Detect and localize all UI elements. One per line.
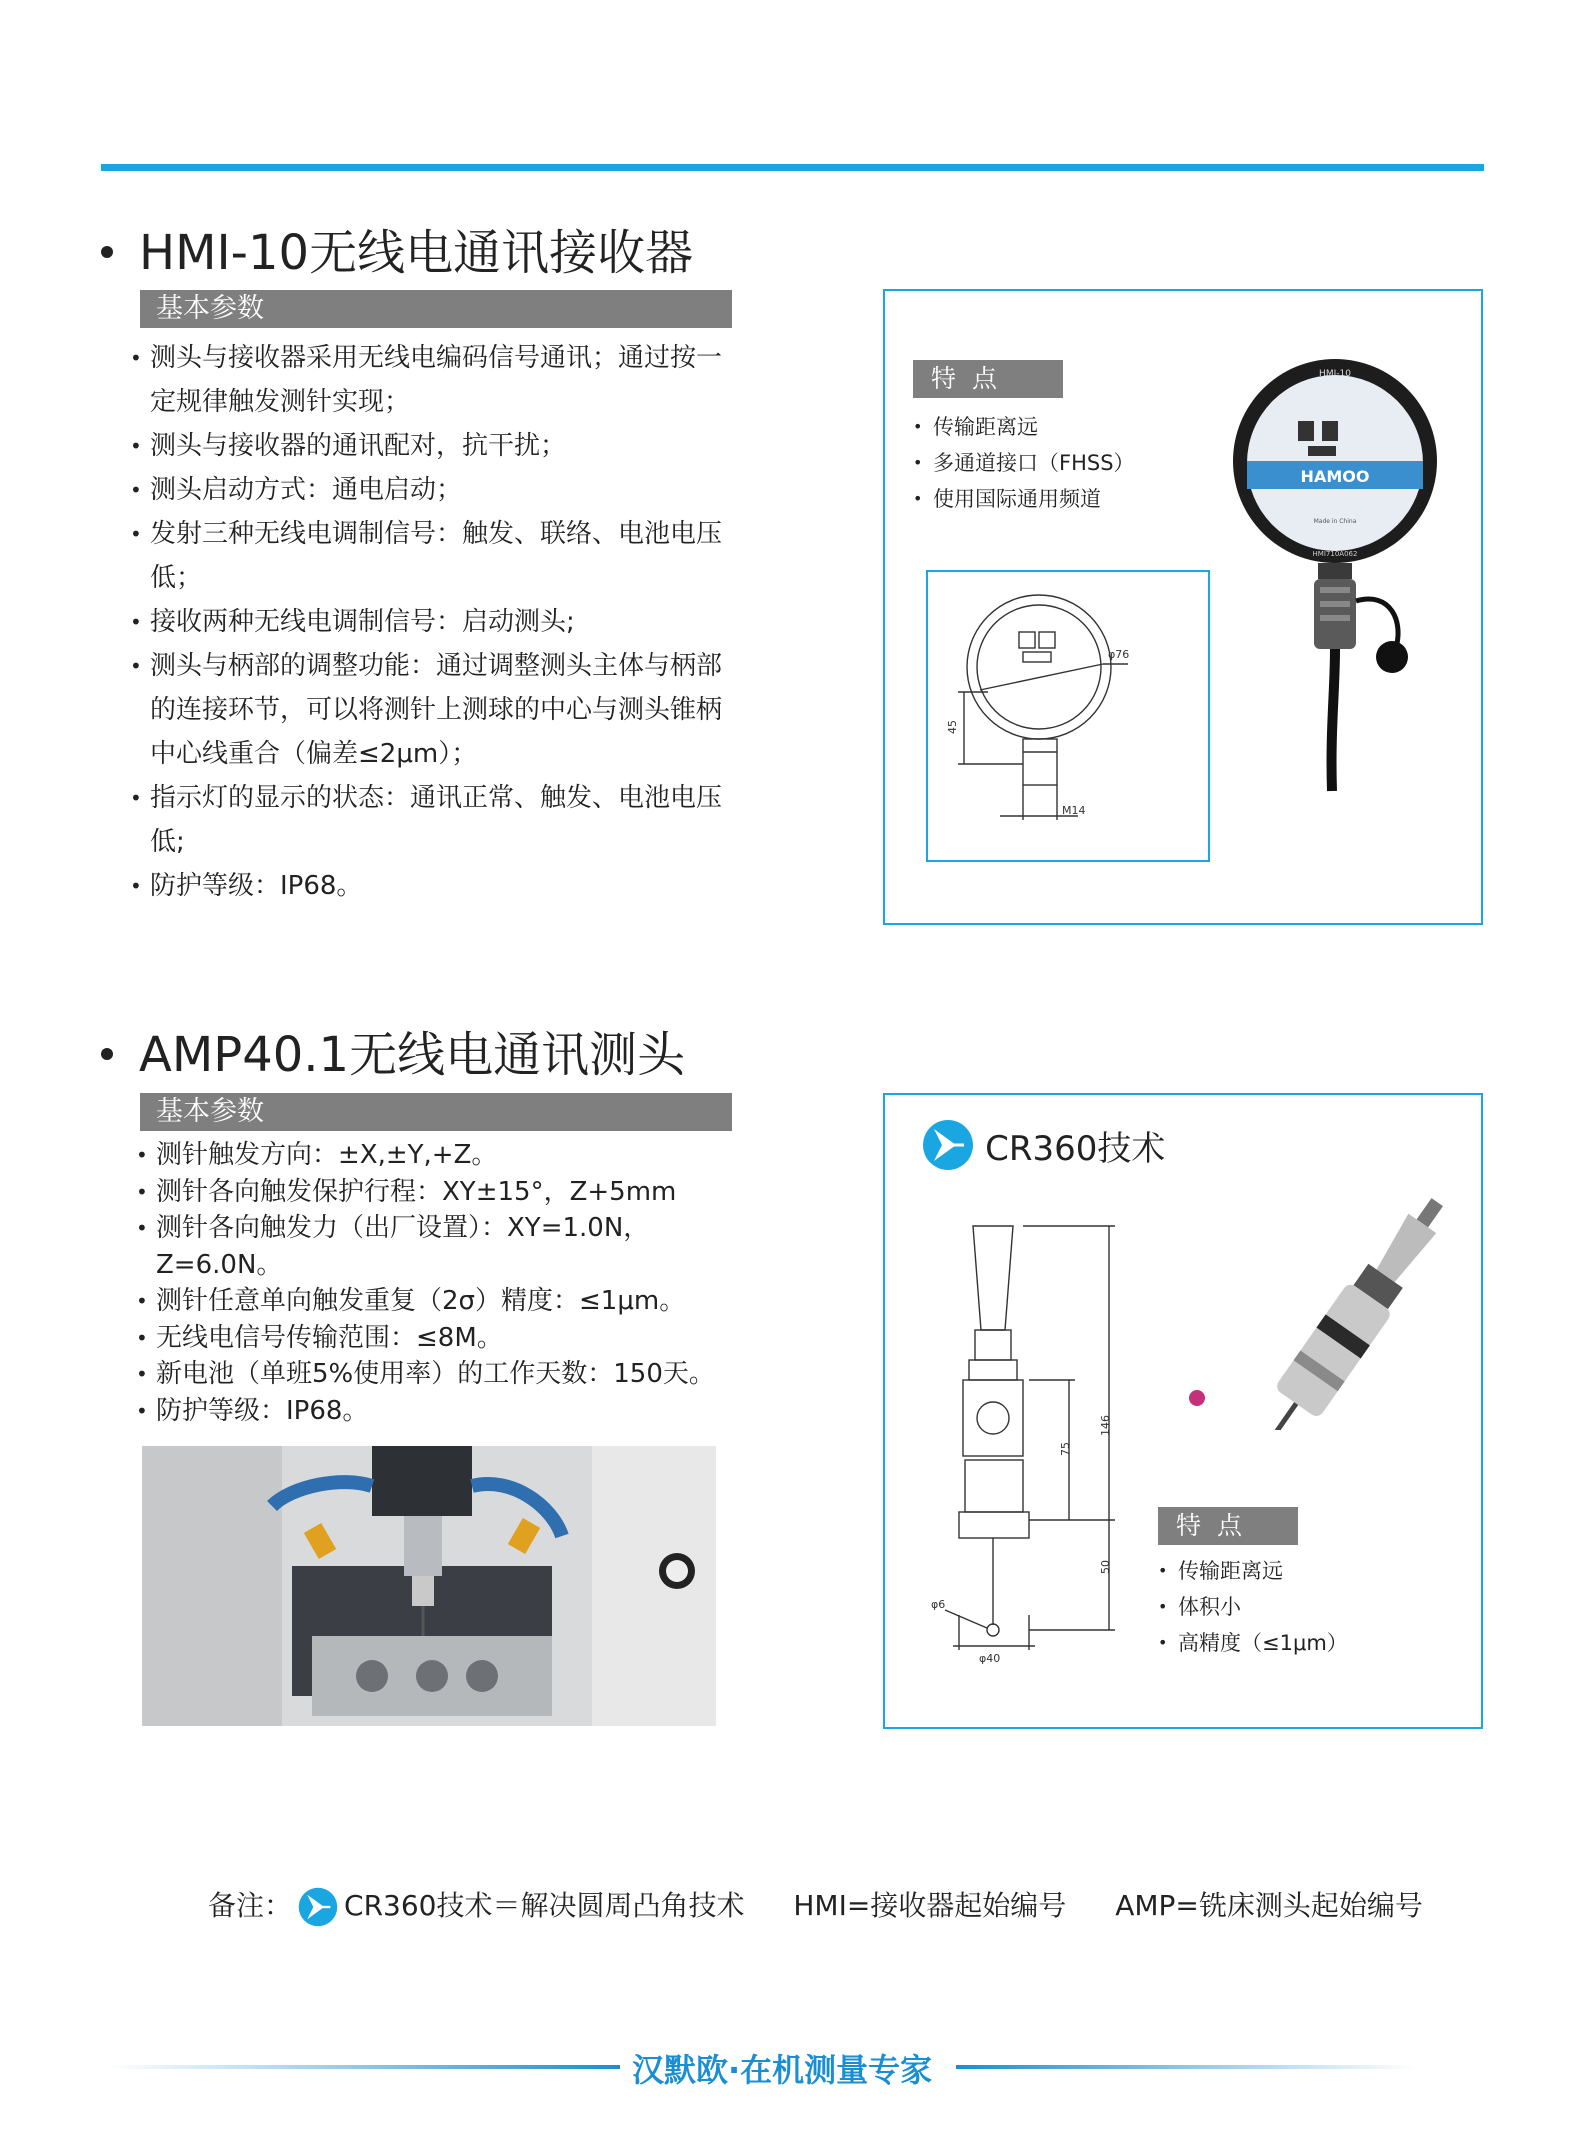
param-item: • 测头与接收器的通讯配对，抗干扰；: [130, 424, 740, 468]
dim-40-label: φ40: [979, 1652, 1001, 1665]
param-item: • 测针各向触发保护行程：XY±15°，Z+5mm: [136, 1174, 740, 1211]
bullet-icon: [101, 1048, 113, 1060]
feature-item: • 多通道接口（FHSS）: [913, 445, 1213, 481]
param-item: • 接收两种无线电调制信号：启动测头;: [130, 600, 740, 644]
bullet-icon: [101, 246, 113, 258]
param-item: • 发射三种无线电调制信号：触发、联络、电池电压低；: [130, 512, 740, 600]
machine-photo: [142, 1446, 716, 1726]
section1-param-list: [130, 336, 740, 908]
section1-dimension-drawing: [926, 570, 1210, 862]
param-item: • 测针各向触发力（出厂设置）：XY=1.0N，Z=6.0N。: [136, 1210, 740, 1283]
section1-features-heading: 特 点: [913, 360, 1063, 398]
param-item: • 无线电信号传输范围：≤8M。: [136, 1320, 740, 1357]
dim-thread-label: M14: [1062, 804, 1086, 817]
section2-param-heading: 基本参数: [140, 1093, 732, 1131]
feature-item: • 传输距离远: [913, 409, 1213, 445]
top-divider: [101, 164, 1484, 171]
param-item: • 测头启动方式：通电启动；: [130, 468, 740, 512]
note-prefix: 备注：: [208, 1889, 293, 1922]
receiver-device-image: [1220, 351, 1470, 851]
probe-device-image: [1175, 1130, 1465, 1430]
dim-50-label: 50: [1099, 1560, 1112, 1574]
section1-param-heading: 基本参数: [140, 290, 732, 328]
section2-param-list: [136, 1137, 740, 1429]
section1-feature-list: [913, 409, 1213, 517]
section2-title: AMP40.1无线电通讯测头: [101, 1016, 685, 1085]
dim-6-label: φ6: [931, 1598, 946, 1611]
feature-item: • 使用国际通用频道: [913, 481, 1213, 517]
param-item: • 测针触发方向：±X,±Y,+Z。: [136, 1137, 740, 1174]
param-item: • 新电池（单班5%使用率）的工作天数：150天。: [136, 1356, 740, 1393]
note-hmi: HMI=接收器起始编号: [793, 1889, 1067, 1922]
footer-line-left: [108, 2065, 620, 2069]
cr360-logo-icon: [298, 1887, 338, 1927]
dim-height-label: 45: [946, 720, 959, 734]
section1-title: HMI-10无线电通讯接收器: [101, 214, 693, 283]
dim-146-label: 146: [1099, 1415, 1112, 1436]
dim-diameter-label: φ76: [1108, 648, 1130, 661]
param-item: • 测针任意单向触发重复（2σ）精度：≤1μm。: [136, 1283, 740, 1320]
note-line: [208, 1884, 1423, 1927]
feature-item: • 高精度（≤1μm）: [1158, 1625, 1458, 1661]
note-amp: AMP=铣床测头起始编号: [1115, 1889, 1423, 1922]
receiver-drawing: [928, 572, 1208, 860]
note-cr360: CR360技术＝解决圆周凸角技术: [344, 1889, 745, 1922]
footer-line-right: [956, 2065, 1416, 2069]
dim-75-label: 75: [1059, 1442, 1072, 1456]
device-top-label: HMI-10: [1319, 369, 1351, 379]
section2-feature-panel: [883, 1093, 1483, 1729]
section2-feature-list: [1158, 1553, 1458, 1661]
param-item: • 测头与柄部的调整功能：通过调整测头主体与柄部的连接环节，可以将测针上测球的中心与测头锥柄中心线重合（偏差≤2μm）；: [130, 644, 740, 776]
section2-features-heading: 特 点: [1158, 1507, 1298, 1545]
feature-item: • 传输距离远: [1158, 1553, 1458, 1589]
device-made-label: Made in China: [1313, 518, 1357, 525]
device-serial-label: HMI710A062: [1312, 550, 1358, 558]
device-brand-label: HAMOO: [1300, 467, 1370, 486]
param-item: • 防护等级：IP68。: [130, 864, 740, 908]
cr360-title: CR360技术: [985, 1128, 1166, 1169]
footer-slogan: 汉默欧·在机测量专家: [632, 2051, 933, 2089]
cr360-heading: [922, 1119, 1165, 1171]
section1-feature-panel: [883, 289, 1483, 925]
param-item: • 测头与接收器采用无线电编码信号通讯；通过按一定规律触发测针实现；: [130, 336, 740, 424]
param-item: • 防护等级：IP68。: [136, 1393, 740, 1430]
probe-dimension-drawing: [925, 1210, 1155, 1710]
feature-item: • 体积小: [1158, 1589, 1458, 1625]
param-item: • 指示灯的显示的状态：通讯正常、触发、电池电压低;: [130, 776, 740, 864]
cr360-logo-icon: [922, 1119, 974, 1171]
